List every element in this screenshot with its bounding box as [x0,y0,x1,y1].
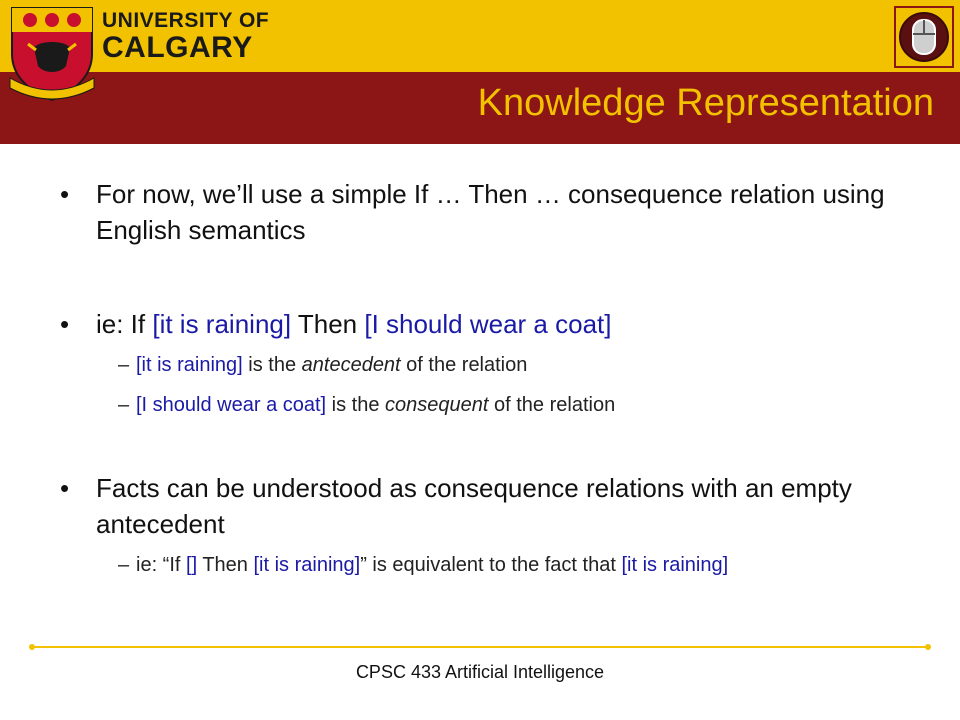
university-crest-logo [6,4,98,102]
sub-bullet-dash: – [118,354,130,376]
consequent-emphasis: consequent [385,394,489,416]
sub-bullet-text [136,552,846,578]
consequent-term: [it is raining] [253,554,361,576]
bullet-dot: • [60,473,70,503]
consequent-term: [I should wear a coat] [364,309,612,339]
university-line1: UNIVERSITY OF [102,9,270,32]
mouse-icon [894,6,954,68]
university-line2: CALGARY [102,31,253,64]
sub-text-part: is the [242,354,302,376]
footer-divider-endpoint [925,644,931,650]
bullet-dot: • [60,309,70,339]
sub-text-part: ” is equivalent to the fact that [360,554,622,576]
empty-antecedent-term: [] [186,554,198,576]
bullet-text: For now, we’ll use a simple If … Then … consequence relation using English semantics [96,179,885,245]
bullet-prefix: ie: If [96,309,153,339]
sub-text-part: of the relation [400,354,528,376]
footer-divider-endpoint [29,644,35,650]
sub-bullet-dash: – [118,394,130,416]
sub-text-part: Then [197,554,254,576]
sub-bullet-text [136,392,846,418]
fact-term: [it is raining] [621,554,729,576]
university-wordmark [102,10,269,63]
sub-text-part: is the [326,394,386,416]
bullet-text [96,306,916,342]
antecedent-term: [it is raining] [152,309,292,339]
antecedent-term: [it is raining] [136,354,243,376]
slide-title: Knowledge Representation [477,82,934,124]
sub-text-part: ie: “If [136,554,187,576]
sub-bullet-dash: – [118,554,130,576]
footer-divider [32,646,928,648]
sub-text-part: of the relation [488,394,616,416]
bullet-text: Facts can be understood as consequence relations with an empty antecedent [96,473,852,539]
bullet-dot: • [60,179,70,209]
bullet-middle: Then [291,309,365,339]
antecedent-emphasis: antecedent [301,354,401,376]
footer-course-label: CPSC 433 Artificial Intelligence [355,662,605,682]
sub-bullet-text [136,352,846,378]
consequent-term: [I should wear a coat] [136,394,327,416]
